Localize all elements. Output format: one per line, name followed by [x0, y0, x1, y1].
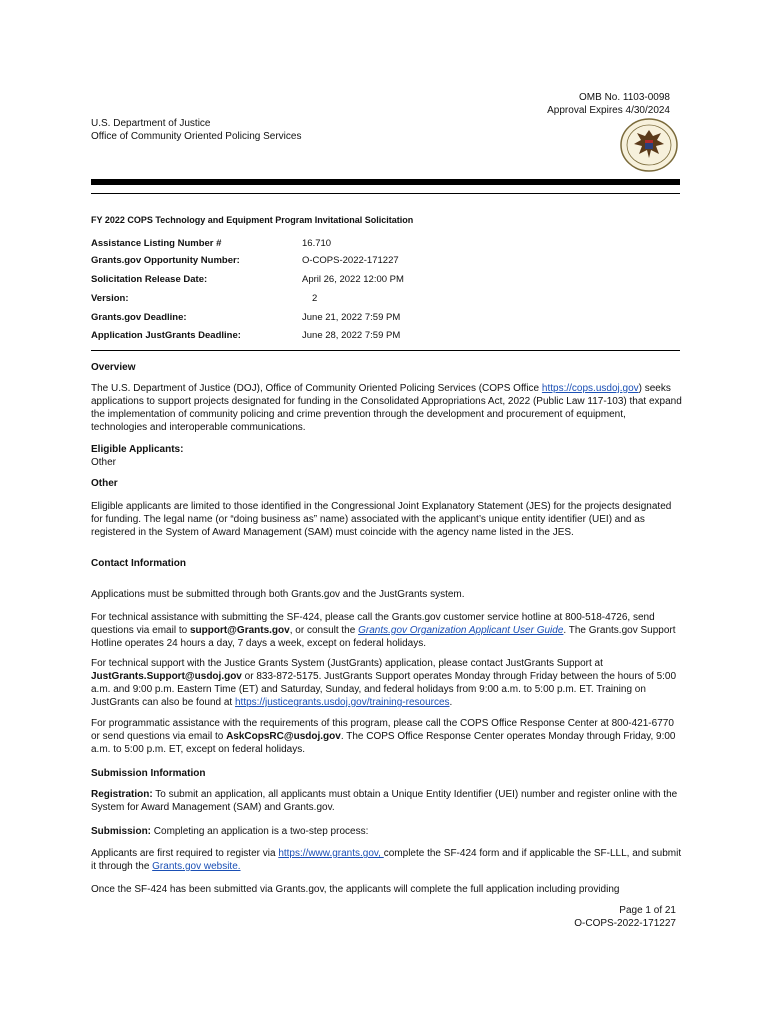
other-paragraph: Eligible applicants are limited to those identified in the Congressional Joint Explanatory Statement (JES) for the projects designated for funding. The legal name (or “doing business as” name) associated with the applicant’s unique entity identifier (UEI) and as registered in the System of Award Management (SAM) must coincide with the agency name listed in the JES. [91, 501, 672, 538]
contact-p2-text-b: , or consult the [289, 625, 359, 636]
contact-paragraph-1: Applications must be submitted through both Grants.gov and the JustGrants system. [91, 589, 465, 600]
submission-steps-paragraph [91, 847, 683, 873]
submission-heading: Submission Information [91, 768, 206, 779]
contact-paragraph-4 [91, 717, 683, 756]
overview-paragraph [91, 382, 683, 434]
omb-block [547, 91, 670, 117]
cops-website-link[interactable]: https://cops.usdoj.gov [541, 383, 639, 394]
submission-paragraph [91, 825, 683, 838]
submission-p3-text-b: complete the SF-424 form and if applicable the SF-LLL, and submit it through the [91, 848, 682, 872]
approval-expires: Approval Expires 4/30/2024 [547, 105, 670, 116]
overview-heading: Overview [91, 362, 136, 373]
grants-gov-register-link[interactable]: https://www.grants.gov, [278, 848, 384, 859]
justgrants-training-link[interactable]: https://justicegrants.usdoj.gov/training-resources [234, 697, 450, 708]
meta-value: 2 [312, 293, 318, 304]
eligible-value: Other [91, 457, 117, 468]
agency-line-1: U.S. Department of Justice [91, 118, 211, 129]
header-rule-thin [91, 193, 680, 194]
eligible-heading: Eligible Applicants: [91, 444, 184, 455]
page-footer [574, 904, 676, 930]
registration-text: To submit an application, all applicants must obtain a Unique Entity Identifier (UEI) number and register online with the System for Award Management (SAM) and Grants.gov. [91, 789, 678, 813]
grants-gov-website-link[interactable]: Grants.gov website. [152, 861, 241, 872]
justgrants-support-email: JustGrants.Support@usdoj.gov [91, 671, 242, 682]
meta-value: April 26, 2022 12:00 PM [302, 274, 404, 285]
submission-p3-text-a: Applicants are first required to register via [91, 848, 279, 859]
contact-paragraph-2 [91, 611, 683, 650]
contact-p4-text-a: For programmatic assistance with the requirements of this program, please call the COPS Office Response Center at 800-421-6770 or send questions via email to [91, 718, 674, 742]
other-heading: Other [91, 478, 118, 489]
submission-label: Submission: [91, 826, 152, 837]
section-rule [91, 350, 680, 351]
grants-support-email: support@Grants.gov [189, 625, 290, 636]
meta-label: Assistance Listing Number # [91, 238, 222, 249]
footer-opportunity-number: O-COPS-2022-171227 [574, 918, 676, 929]
agency-block [91, 117, 301, 143]
page-number: Page 1 of 21 [619, 905, 676, 916]
contact-p3-text-a: For technical support with the Justice Grants System (JustGrants) application, please contact JustGrants Support at [91, 658, 603, 669]
contact-p2-text-a: For technical assistance with submitting the SF-424, please call the Grants.gov customer service hotline at 800-518-4726, send questions via email to [91, 612, 655, 636]
meta-label: Grants.gov Opportunity Number: [91, 255, 240, 266]
contact-p4-text-b: . The COPS Office Response Center operates Monday through Friday, 9:00 a.m. to 5:00 p.m. ET, except on federal holidays. [91, 731, 676, 755]
overview-text-b: ) seeks applications to support projects designated for funding in the Consolidated Appropriations Act, 2022 (Public Law 117-103) that expand the implementation of community policing and crime prevention through the development and procurement of equipment, technologies and interoperable communications. [91, 383, 682, 433]
contact-heading: Contact Information [91, 558, 186, 569]
doj-seal-icon [619, 118, 679, 172]
meta-label: Solicitation Release Date: [91, 274, 208, 285]
omb-number: OMB No. 1103-0098 [579, 92, 670, 103]
meta-value: 16.710 [302, 238, 332, 249]
meta-value: June 21, 2022 7:59 PM [302, 312, 401, 323]
submission-final-paragraph: Once the SF-424 has been submitted via Grants.gov, the applicants will complete the full application including providing [91, 884, 620, 895]
contact-p3-text-c: . [449, 697, 453, 708]
solicitation-title: FY 2022 COPS Technology and Equipment Program Invitational Solicitation [91, 215, 414, 225]
applicant-user-guide-link[interactable]: Grants.gov Organization Applicant User Guide [358, 625, 564, 636]
registration-label: Registration: [91, 789, 153, 800]
header-rule-thick [91, 179, 680, 185]
submission-text: Completing an application is a two-step process: [151, 826, 369, 837]
contact-paragraph-3 [91, 657, 683, 709]
meta-label: Grants.gov Deadline: [91, 312, 187, 323]
meta-value: O-COPS-2022-171227 [302, 255, 399, 266]
meta-value: June 28, 2022 7:59 PM [302, 330, 401, 341]
meta-label: Version: [91, 293, 129, 304]
agency-line-2: Office of Community Oriented Policing Services [91, 131, 302, 142]
overview-text-a: The U.S. Department of Justice (DOJ), Office of Community Oriented Policing Services (COPS Office [91, 383, 542, 394]
contact-p3-text-b: or 833-872-5175. JustGrants Support operates Monday through Friday between the hours of 5:00 a.m. and 9:00 p.m. Eastern Time (ET) and Saturday, Sunday, and federal holidays from 9:00 a.m. to 5:00 p.m. ET. Training on JustGrants can also be found at [91, 671, 677, 708]
contact-p2-text-c: . The Grants.gov Support Hotline operates 24 hours a day, 7 days a week, except on federal holidays. [91, 625, 676, 649]
registration-paragraph [91, 788, 683, 814]
meta-label: Application JustGrants Deadline: [91, 330, 241, 341]
cops-response-email: AskCopsRC@usdoj.gov [226, 731, 341, 742]
